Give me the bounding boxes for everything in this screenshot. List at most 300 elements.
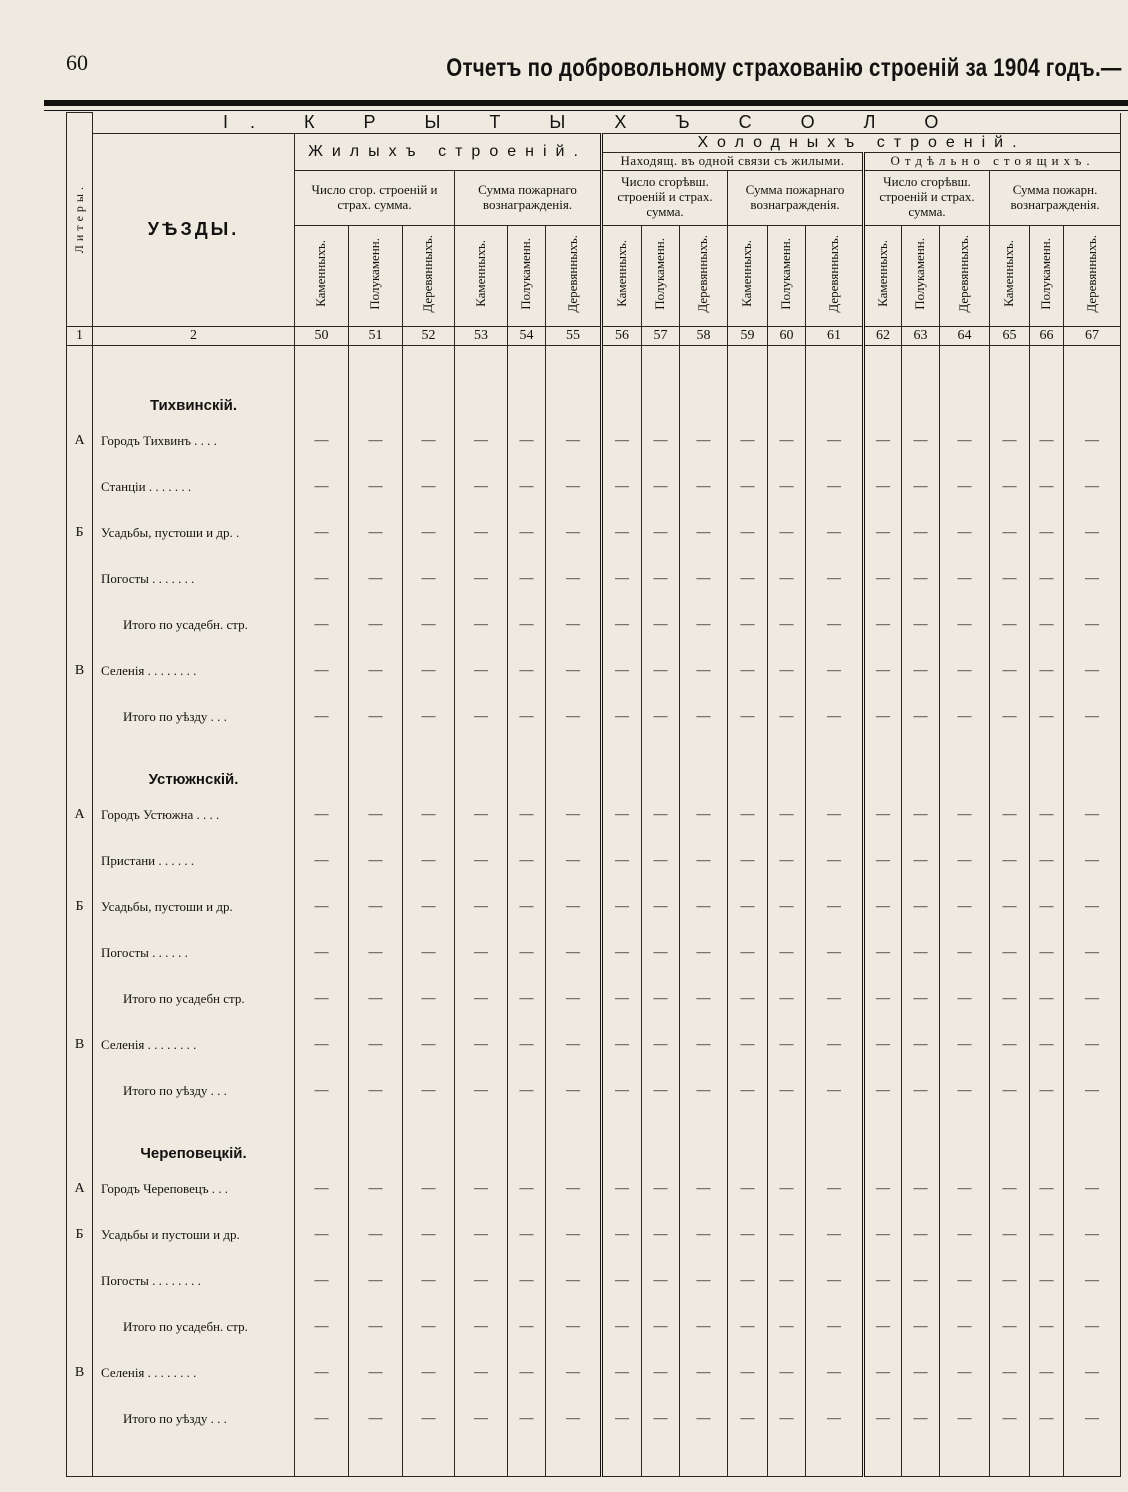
litera-cell — [67, 1258, 93, 1304]
value-cell: — — [642, 930, 680, 976]
value-cell: — — [806, 418, 864, 464]
value-cell: — — [295, 976, 349, 1022]
value-cell: — — [902, 884, 940, 930]
value-cell — [864, 345, 902, 366]
value-cell: — — [349, 556, 403, 602]
value-cell: — — [349, 1396, 403, 1442]
value-cell: — — [295, 930, 349, 976]
litera-cell — [67, 1068, 93, 1114]
value-cell: — — [768, 1258, 806, 1304]
value-cell — [403, 345, 455, 366]
district-name: Череповецкій. — [93, 1114, 295, 1166]
value-cell: — — [349, 1350, 403, 1396]
litera-cell — [67, 345, 93, 366]
value-cell: — — [403, 418, 455, 464]
value-cell — [728, 366, 768, 418]
value-cell: — — [546, 838, 602, 884]
value-cell: — — [1030, 838, 1064, 884]
value-cell: — — [864, 1166, 902, 1212]
subcolumn-header — [902, 225, 940, 326]
value-cell: — — [768, 694, 806, 740]
value-cell: — — [642, 792, 680, 838]
value-cell: — — [902, 1022, 940, 1068]
value-cell: — — [642, 556, 680, 602]
value-cell: — — [546, 1068, 602, 1114]
value-cell: — — [806, 884, 864, 930]
value-cell: — — [1064, 1396, 1121, 1442]
subcolumn-header — [295, 225, 349, 326]
value-cell: — — [1030, 1350, 1064, 1396]
value-cell: — — [602, 838, 642, 884]
value-cell: — — [508, 1350, 546, 1396]
value-cell: — — [403, 1068, 455, 1114]
top-rule — [44, 100, 1128, 106]
value-cell: — — [295, 556, 349, 602]
subcolumn-header — [728, 225, 768, 326]
value-cell: — — [680, 1212, 728, 1258]
value-cell: — — [403, 464, 455, 510]
zhilykh-header: Жилыхъ строеній. — [295, 133, 602, 170]
value-cell: — — [728, 792, 768, 838]
value-cell: — — [864, 556, 902, 602]
value-cell: — — [508, 930, 546, 976]
subcolumn-header — [768, 225, 806, 326]
value-cell: — — [1030, 1166, 1064, 1212]
column-number: 50 — [295, 326, 349, 345]
uezdy-header: УѢЗДЫ. — [93, 133, 295, 326]
subcolumn-header — [864, 225, 902, 326]
value-cell: — — [806, 792, 864, 838]
value-cell: — — [680, 1022, 728, 1068]
value-cell: — — [455, 1212, 508, 1258]
value-cell: — — [990, 1068, 1030, 1114]
value-cell: — — [680, 1396, 728, 1442]
value-cell: — — [728, 1022, 768, 1068]
value-cell — [902, 345, 940, 366]
group-header-6: Сумма пожарн. вознагражденія. — [990, 170, 1121, 225]
row-label: Селенія . . . . . . . . — [93, 1350, 295, 1396]
value-cell: — — [864, 1212, 902, 1258]
value-cell — [902, 1442, 940, 1477]
value-cell: — — [403, 648, 455, 694]
value-cell: — — [864, 418, 902, 464]
value-cell: — — [902, 694, 940, 740]
value-cell: — — [990, 884, 1030, 930]
subcolumn-label: Каменныхъ. — [472, 240, 488, 308]
value-cell: — — [864, 694, 902, 740]
value-cell: — — [1030, 556, 1064, 602]
value-cell: — — [806, 648, 864, 694]
column-number: 56 — [602, 326, 642, 345]
row-label: Усадьбы, пустоши и др. — [93, 884, 295, 930]
value-cell: — — [1064, 694, 1121, 740]
value-cell: — — [602, 1022, 642, 1068]
value-cell: — — [403, 884, 455, 930]
value-cell: — — [1030, 1396, 1064, 1442]
column-number: 52 — [403, 326, 455, 345]
value-cell: — — [295, 1166, 349, 1212]
value-cell — [940, 366, 990, 418]
value-cell — [295, 366, 349, 418]
value-cell: — — [680, 694, 728, 740]
litera-cell — [67, 1396, 93, 1442]
value-cell: — — [295, 1068, 349, 1114]
value-cell — [455, 1442, 508, 1477]
value-cell — [940, 1114, 990, 1166]
value-cell: — — [728, 694, 768, 740]
subcolumn-header — [602, 225, 642, 326]
page-title: Отчетъ по добровольному страхованію строеній за 1904 годъ.— — [446, 54, 1122, 82]
row-label: Погосты . . . . . . — [93, 930, 295, 976]
value-cell: — — [602, 1068, 642, 1114]
value-cell: — — [990, 602, 1030, 648]
value-cell: — — [806, 1022, 864, 1068]
value-cell: — — [768, 1304, 806, 1350]
column-number: 51 — [349, 326, 403, 345]
value-cell: — — [768, 648, 806, 694]
value-cell: — — [902, 648, 940, 694]
subcolumn-header — [349, 225, 403, 326]
value-cell: — — [508, 1068, 546, 1114]
value-cell: — — [728, 464, 768, 510]
value-cell: — — [864, 1350, 902, 1396]
value-cell — [349, 366, 403, 418]
group-header-5: Число сгорѣвш. строеній и страх. сумма. — [864, 170, 990, 225]
value-cell: — — [546, 976, 602, 1022]
value-cell: — — [508, 976, 546, 1022]
value-cell: — — [1064, 464, 1121, 510]
table-row — [67, 1350, 1121, 1396]
value-cell: — — [642, 1166, 680, 1212]
value-cell: — — [1030, 648, 1064, 694]
value-cell: — — [1064, 976, 1121, 1022]
value-cell — [546, 1442, 602, 1477]
value-cell: — — [546, 884, 602, 930]
value-cell: — — [546, 556, 602, 602]
value-cell — [455, 366, 508, 418]
value-cell — [990, 345, 1030, 366]
value-cell: — — [990, 1350, 1030, 1396]
litera-cell — [67, 1442, 93, 1477]
value-cell: — — [990, 694, 1030, 740]
value-cell: — — [546, 510, 602, 556]
value-cell — [940, 1442, 990, 1477]
value-cell: — — [768, 838, 806, 884]
value-cell: — — [902, 1396, 940, 1442]
value-cell: — — [990, 930, 1030, 976]
value-cell: — — [1030, 694, 1064, 740]
value-cell: — — [642, 1396, 680, 1442]
value-cell: — — [1030, 1068, 1064, 1114]
subcolumn-label: Каменныхъ. — [739, 240, 755, 308]
value-cell — [680, 345, 728, 366]
value-cell: — — [1030, 792, 1064, 838]
subcolumn-label: Деревянныхъ. — [825, 235, 841, 313]
value-cell: — — [455, 884, 508, 930]
column-number: 1 — [67, 326, 93, 345]
subcolumn-label: Полукаменн. — [778, 237, 794, 310]
value-cell: — — [990, 792, 1030, 838]
litera-cell — [67, 602, 93, 648]
subcolumn-header — [1030, 225, 1064, 326]
table-row — [67, 418, 1121, 464]
value-cell: — — [940, 1396, 990, 1442]
row-label: Итого по уѣзду . . . — [93, 1068, 295, 1114]
row-label: Погосты . . . . . . . — [93, 556, 295, 602]
value-cell: — — [403, 1022, 455, 1068]
value-cell: — — [1064, 510, 1121, 556]
value-cell: — — [1064, 930, 1121, 976]
table-row — [67, 464, 1121, 510]
district-row — [67, 366, 1121, 418]
value-cell — [728, 345, 768, 366]
ledger-table — [66, 112, 1121, 1477]
value-cell: — — [295, 1396, 349, 1442]
table-row — [67, 930, 1121, 976]
value-cell: — — [508, 792, 546, 838]
subcolumn-label: Полукаменн. — [518, 237, 534, 310]
value-cell: — — [1030, 1022, 1064, 1068]
value-cell — [728, 740, 768, 792]
value-cell: — — [295, 510, 349, 556]
value-cell — [602, 740, 642, 792]
litera-cell — [67, 838, 93, 884]
value-cell: — — [902, 1068, 940, 1114]
column-number: 61 — [806, 326, 864, 345]
value-cell: — — [768, 1396, 806, 1442]
row-label: Усадьбы и пустоши и др. — [93, 1212, 295, 1258]
value-cell: — — [642, 510, 680, 556]
value-cell: — — [902, 1304, 940, 1350]
value-cell: — — [602, 1212, 642, 1258]
value-cell — [990, 1114, 1030, 1166]
value-cell: — — [349, 1212, 403, 1258]
value-cell — [864, 1442, 902, 1477]
value-cell: — — [680, 556, 728, 602]
value-cell: — — [1064, 1022, 1121, 1068]
value-cell: — — [768, 1022, 806, 1068]
column-number: 2 — [93, 326, 295, 345]
row-label: Итого по уѣзду . . . — [93, 1396, 295, 1442]
value-cell: — — [602, 792, 642, 838]
value-cell: — — [349, 602, 403, 648]
district-name: Устюжнскій. — [93, 740, 295, 792]
row-label: Итого по усадебн. стр. — [93, 602, 295, 648]
value-cell: — — [403, 1396, 455, 1442]
value-cell: — — [602, 556, 642, 602]
value-cell: — — [1064, 1258, 1121, 1304]
value-cell: — — [768, 510, 806, 556]
value-cell: — — [602, 1258, 642, 1304]
value-cell: — — [403, 976, 455, 1022]
value-cell: — — [455, 464, 508, 510]
value-cell: — — [990, 1166, 1030, 1212]
value-cell: — — [806, 838, 864, 884]
value-cell: — — [508, 884, 546, 930]
value-cell: — — [508, 1022, 546, 1068]
value-cell: — — [902, 1166, 940, 1212]
column-number: 53 — [455, 326, 508, 345]
value-cell — [680, 1114, 728, 1166]
column-number: 55 — [546, 326, 602, 345]
value-cell — [864, 366, 902, 418]
value-cell: — — [1064, 648, 1121, 694]
value-cell: — — [508, 1304, 546, 1350]
value-cell: — — [728, 510, 768, 556]
table-row — [67, 976, 1121, 1022]
value-cell: — — [990, 1022, 1030, 1068]
litera-cell: Б — [67, 1212, 93, 1258]
value-cell: — — [1030, 930, 1064, 976]
value-cell: — — [1064, 1212, 1121, 1258]
value-cell: — — [806, 464, 864, 510]
value-cell: — — [902, 1212, 940, 1258]
value-cell: — — [990, 838, 1030, 884]
value-cell: — — [768, 418, 806, 464]
value-cell — [864, 1114, 902, 1166]
value-cell: — — [768, 1212, 806, 1258]
value-cell: — — [902, 1258, 940, 1304]
subcolumn-label: Полукаменн. — [652, 237, 668, 310]
value-cell — [349, 740, 403, 792]
value-cell: — — [940, 1166, 990, 1212]
value-cell: — — [349, 694, 403, 740]
subcolumn-label: Деревянныхъ. — [1083, 235, 1099, 313]
value-cell: — — [642, 976, 680, 1022]
value-cell: — — [403, 1350, 455, 1396]
value-cell: — — [1030, 1212, 1064, 1258]
value-cell: — — [642, 648, 680, 694]
value-cell — [546, 740, 602, 792]
value-cell: — — [602, 602, 642, 648]
value-cell: — — [806, 930, 864, 976]
value-cell: — — [349, 1304, 403, 1350]
value-cell — [806, 1114, 864, 1166]
value-cell: — — [940, 648, 990, 694]
value-cell: — — [546, 418, 602, 464]
value-cell: — — [940, 1304, 990, 1350]
table-body — [67, 345, 1121, 1476]
value-cell: — — [349, 884, 403, 930]
value-cell: — — [295, 1212, 349, 1258]
litera-cell — [67, 930, 93, 976]
district-row — [67, 740, 1121, 792]
value-cell: — — [728, 556, 768, 602]
column-number: 54 — [508, 326, 546, 345]
table-row — [67, 510, 1121, 556]
value-cell — [1064, 740, 1121, 792]
value-cell: — — [1030, 976, 1064, 1022]
value-cell: — — [455, 838, 508, 884]
value-cell: — — [546, 1396, 602, 1442]
column-number: 65 — [990, 326, 1030, 345]
row-label — [93, 345, 295, 366]
value-cell — [728, 1114, 768, 1166]
value-cell: — — [508, 1396, 546, 1442]
value-cell: — — [508, 418, 546, 464]
value-cell — [403, 366, 455, 418]
value-cell: — — [728, 930, 768, 976]
value-cell: — — [728, 884, 768, 930]
value-cell — [403, 1442, 455, 1477]
litera-cell — [67, 556, 93, 602]
value-cell: — — [602, 1304, 642, 1350]
subcolumn-header — [546, 225, 602, 326]
value-cell: — — [349, 418, 403, 464]
value-cell: — — [728, 418, 768, 464]
subcolumn-label: Деревянныхъ. — [564, 235, 580, 313]
value-cell — [642, 1114, 680, 1166]
district-row — [67, 1114, 1121, 1166]
row-label: Селенія . . . . . . . . — [93, 648, 295, 694]
value-cell — [508, 1442, 546, 1477]
value-cell — [508, 366, 546, 418]
value-cell: — — [680, 464, 728, 510]
value-cell: — — [508, 510, 546, 556]
top-rule-thin — [44, 110, 1128, 111]
value-cell: — — [940, 1258, 990, 1304]
value-cell: — — [508, 648, 546, 694]
value-cell: — — [349, 648, 403, 694]
value-cell: — — [642, 1258, 680, 1304]
value-cell: — — [902, 510, 940, 556]
value-cell: — — [642, 464, 680, 510]
value-cell: — — [768, 884, 806, 930]
value-cell: — — [680, 1068, 728, 1114]
value-cell — [1064, 366, 1121, 418]
value-cell: — — [902, 976, 940, 1022]
value-cell: — — [990, 418, 1030, 464]
value-cell: — — [806, 976, 864, 1022]
value-cell: — — [768, 1166, 806, 1212]
value-cell: — — [1064, 884, 1121, 930]
value-cell — [1030, 345, 1064, 366]
value-cell: — — [602, 1396, 642, 1442]
value-cell: — — [806, 1212, 864, 1258]
subcolumn-label: Деревянныхъ. — [956, 235, 972, 313]
value-cell: — — [403, 838, 455, 884]
column-number: 67 — [1064, 326, 1121, 345]
value-cell: — — [990, 1258, 1030, 1304]
value-cell: — — [349, 1022, 403, 1068]
value-cell: — — [455, 1396, 508, 1442]
value-cell: — — [508, 838, 546, 884]
value-cell — [349, 1114, 403, 1166]
value-cell: — — [295, 648, 349, 694]
value-cell: — — [602, 1350, 642, 1396]
litera-cell: В — [67, 648, 93, 694]
value-cell: — — [295, 694, 349, 740]
value-cell: — — [1030, 418, 1064, 464]
value-cell: — — [642, 838, 680, 884]
table-row — [67, 792, 1121, 838]
value-cell — [806, 345, 864, 366]
table-row — [67, 884, 1121, 930]
value-cell: — — [806, 602, 864, 648]
group-header-4: Сумма пожарнаго вознагражденія. — [728, 170, 864, 225]
value-cell: — — [602, 694, 642, 740]
value-cell — [455, 740, 508, 792]
district-name: Тихвинскій. — [93, 366, 295, 418]
value-cell: — — [940, 838, 990, 884]
value-cell: — — [940, 1212, 990, 1258]
ledger-table-container — [66, 112, 1126, 1426]
value-cell — [902, 366, 940, 418]
value-cell: — — [349, 838, 403, 884]
subcolumn-label: Каменныхъ. — [313, 240, 329, 308]
value-cell: — — [403, 510, 455, 556]
value-cell — [1064, 1442, 1121, 1477]
